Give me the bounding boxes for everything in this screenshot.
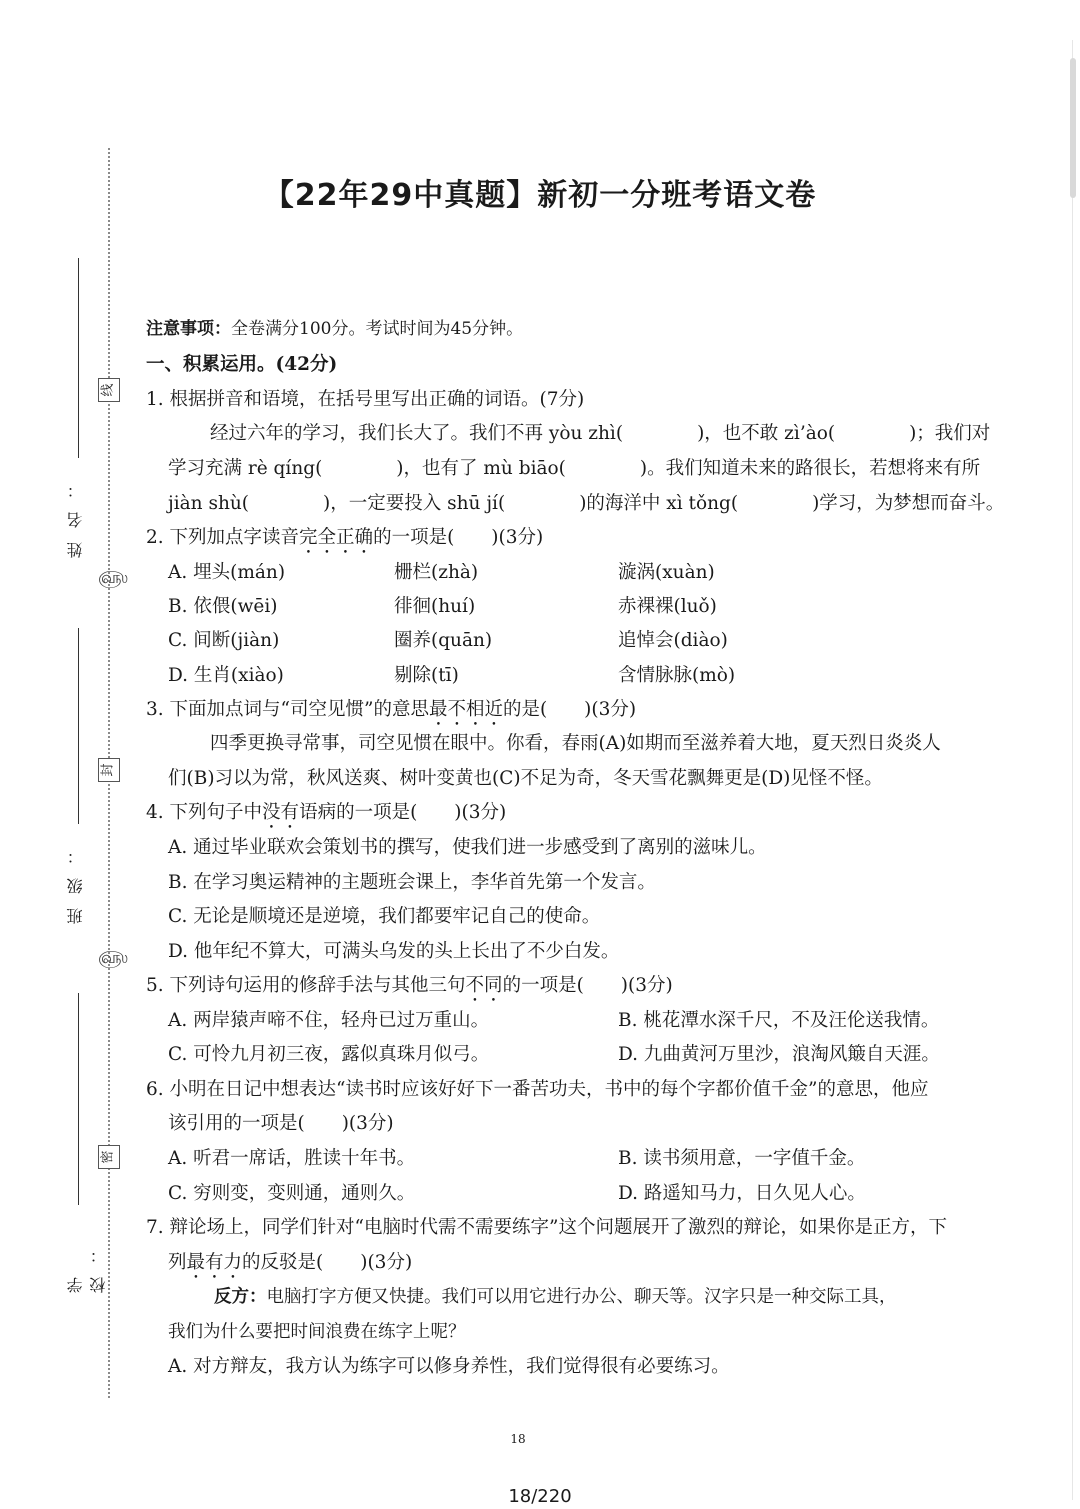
class-field-line (78, 628, 79, 824)
stem-text: 列 (168, 1252, 187, 1273)
question-2-option-a-3: 漩涡(xuàn) (618, 562, 715, 583)
page-counter: 18/220 (508, 1486, 572, 1507)
school-field-label: 学校： (66, 1233, 108, 1293)
class-field[interactable] (58, 628, 88, 928)
question-3-stem (146, 695, 636, 730)
stem-text: 2. 下列加点字读音 (146, 527, 300, 548)
stem-text: 的一项是( )(3分) (373, 527, 544, 548)
binding-tag-seal: 封 (98, 758, 120, 782)
question-3-passage: 们(B)习以为常，秋风送爽、树叶变黄也(C)不足为奇，冬天雪花飘舞更是(D)见怪不怪。 (168, 768, 883, 789)
question-6-stem: 该引用的一项是( )(3分) (168, 1113, 394, 1134)
question-5-option-a: A. 两岸猿声啼不住，轻舟已过万重山。 (168, 1010, 490, 1031)
stem-text: 3. 下面加点词与“司空见惯”的意思 (146, 699, 429, 720)
question-5-option-c: C. 可怜九月初三夜，露似真珠月似弓。 (168, 1044, 490, 1065)
notice (146, 314, 523, 339)
binding-swirl-icon: ௵ (98, 568, 128, 588)
question-7-con-argument (214, 1283, 897, 1308)
emphasis-text: 没有 (262, 802, 300, 823)
question-1-line: 学习充满 rè qíng( )，也有了 mù biāo( )。我们知道未来的路很长，若想将来有所 (168, 458, 981, 479)
question-7-stem (168, 1248, 412, 1283)
stem-text: 4. 下列句子中 (146, 802, 263, 823)
class-field-label: 班级： (66, 834, 85, 924)
question-2-option-a-2: 栅栏(zhà) (394, 562, 479, 583)
name-field[interactable] (58, 258, 88, 558)
question-6-option-d: D. 路遥知马力，日久见人心。 (618, 1183, 866, 1204)
question-3-passage: 四季更换寻常事，司空见惯在眼中。你看，春雨(A)如期而至滋养着大地，夏天烈日炎炎人 (210, 733, 941, 754)
stem-text: 的一项是( )(3分) (502, 975, 673, 996)
stem-text: 语病的一项是( )(3分) (299, 802, 507, 823)
question-1-stem: 1. 根据拼音和语境，在括号里写出正确的词语。(7分) (146, 389, 585, 410)
question-1-line: 经过六年的学习，我们长大了。我们不再 yòu zhì( )，也不敢 zì’ào( )；我们对 (210, 423, 991, 444)
notice-text: 全卷满分100分。考试时间为45分钟。 (231, 319, 524, 339)
notice-label: 注意事项： (146, 319, 231, 339)
page-number: 18 (510, 1432, 526, 1446)
question-4-option-b: B. 在学习奥运精神的主题班会课上，李华首先第一个发言。 (168, 872, 656, 893)
question-1-line: jiàn shù( )，一定要投入 shū jí( )的海洋中 xì tǒng( )学习，为梦想而奋斗。 (168, 493, 1005, 514)
school-field[interactable] (58, 993, 108, 1293)
section-heading: 一、积累运用。(42分) (146, 354, 338, 375)
question-4-option-c: C. 无论是顺境还是逆境，我们都要牢记自己的使命。 (168, 906, 601, 927)
emphasis-text: 不同 (465, 975, 503, 996)
question-6-option-a: A. 听君一席话，胜读十年书。 (168, 1148, 416, 1169)
question-4-option-a: A. 通过毕业联欢会策划书的撰写，使我们进一步感受到了离别的滋味儿。 (168, 837, 767, 858)
scrollbar-track (1072, 40, 1073, 1500)
question-2-option-a-1: A. 埋头(mán) (168, 562, 286, 583)
question-6-stem: 6. 小明在日记中想表达“读书时应该好好下一番苦功夫，书中的每个字都价值千金”的意思，他应 (146, 1079, 929, 1100)
scrollbar[interactable] (1070, 40, 1076, 1500)
name-field-line (78, 258, 79, 458)
question-2-option-b-3: 赤裸裸(luǒ) (618, 596, 717, 617)
binding-swirl-icon: ௵ (98, 948, 128, 968)
question-2-stem (146, 523, 543, 558)
emphasis-text: 完全正确 (299, 527, 374, 548)
question-2-option-c-1: C. 间断(jiàn) (168, 630, 280, 651)
emphasis-text: 最不相近 (428, 699, 503, 720)
binding-tag-secret: 密 (98, 1145, 120, 1169)
con-text: 电脑打字方便又快捷。我们可以用它进行办公、聊天等。汉字只是一种交际工具， (266, 1287, 897, 1307)
question-2-option-b-2: 徘徊(huí) (394, 596, 476, 617)
question-2-option-d-1: D. 生肖(xiào) (168, 665, 284, 686)
question-2-option-b-1: B. 依偎(wēi) (168, 596, 278, 617)
page-title: 【22年29中真题】新初一分班考语文卷 (263, 178, 817, 213)
question-7-con-argument: 我们为什么要把时间浪费在练字上呢？ (168, 1322, 466, 1342)
emphasis-text: 最有力 (186, 1252, 243, 1273)
stem-text: 的反驳是( )(3分) (242, 1252, 413, 1273)
question-2-option-d-2: 剔除(tī) (394, 665, 459, 686)
question-6-option-b: B. 读书须用意，一字值千金。 (618, 1148, 866, 1169)
question-5-option-d: D. 九曲黄河万里沙，浪淘风簸自天涯。 (618, 1044, 940, 1065)
question-5-option-b: B. 桃花潭水深千尺，不及汪伦送我情。 (618, 1010, 940, 1031)
question-4-option-d: D. 他年纪不算大，可满头乌发的头上长出了不少白发。 (168, 941, 620, 962)
stem-text: 5. 下列诗句运用的修辞手法与其他三句 (146, 975, 466, 996)
question-2-option-c-3: 追悼会(diào) (618, 630, 728, 651)
question-2-option-c-2: 圈养(quān) (394, 630, 493, 651)
question-6-option-c: C. 穷则变，变则通，通则久。 (168, 1183, 416, 1204)
question-2-option-d-3: 含情脉脉(mò) (618, 665, 736, 686)
stem-text: 的是( )(3分) (502, 699, 637, 720)
school-field-line (78, 993, 79, 1205)
question-7-option-a: A. 对方辩友，我方认为练字可以修身养性，我们觉得很有必要练习。 (168, 1356, 730, 1377)
question-5-stem (146, 971, 673, 1006)
con-label: 反方： (214, 1287, 267, 1307)
question-7-stem: 7. 辩论场上，同学们针对“电脑时代需不需要练字”这个问题展开了激烈的辩论，如果你是正方，下 (146, 1217, 947, 1238)
binding-tag-line: 线 (98, 378, 120, 402)
name-field-label: 姓名： (66, 468, 85, 558)
question-4-stem (146, 798, 506, 833)
